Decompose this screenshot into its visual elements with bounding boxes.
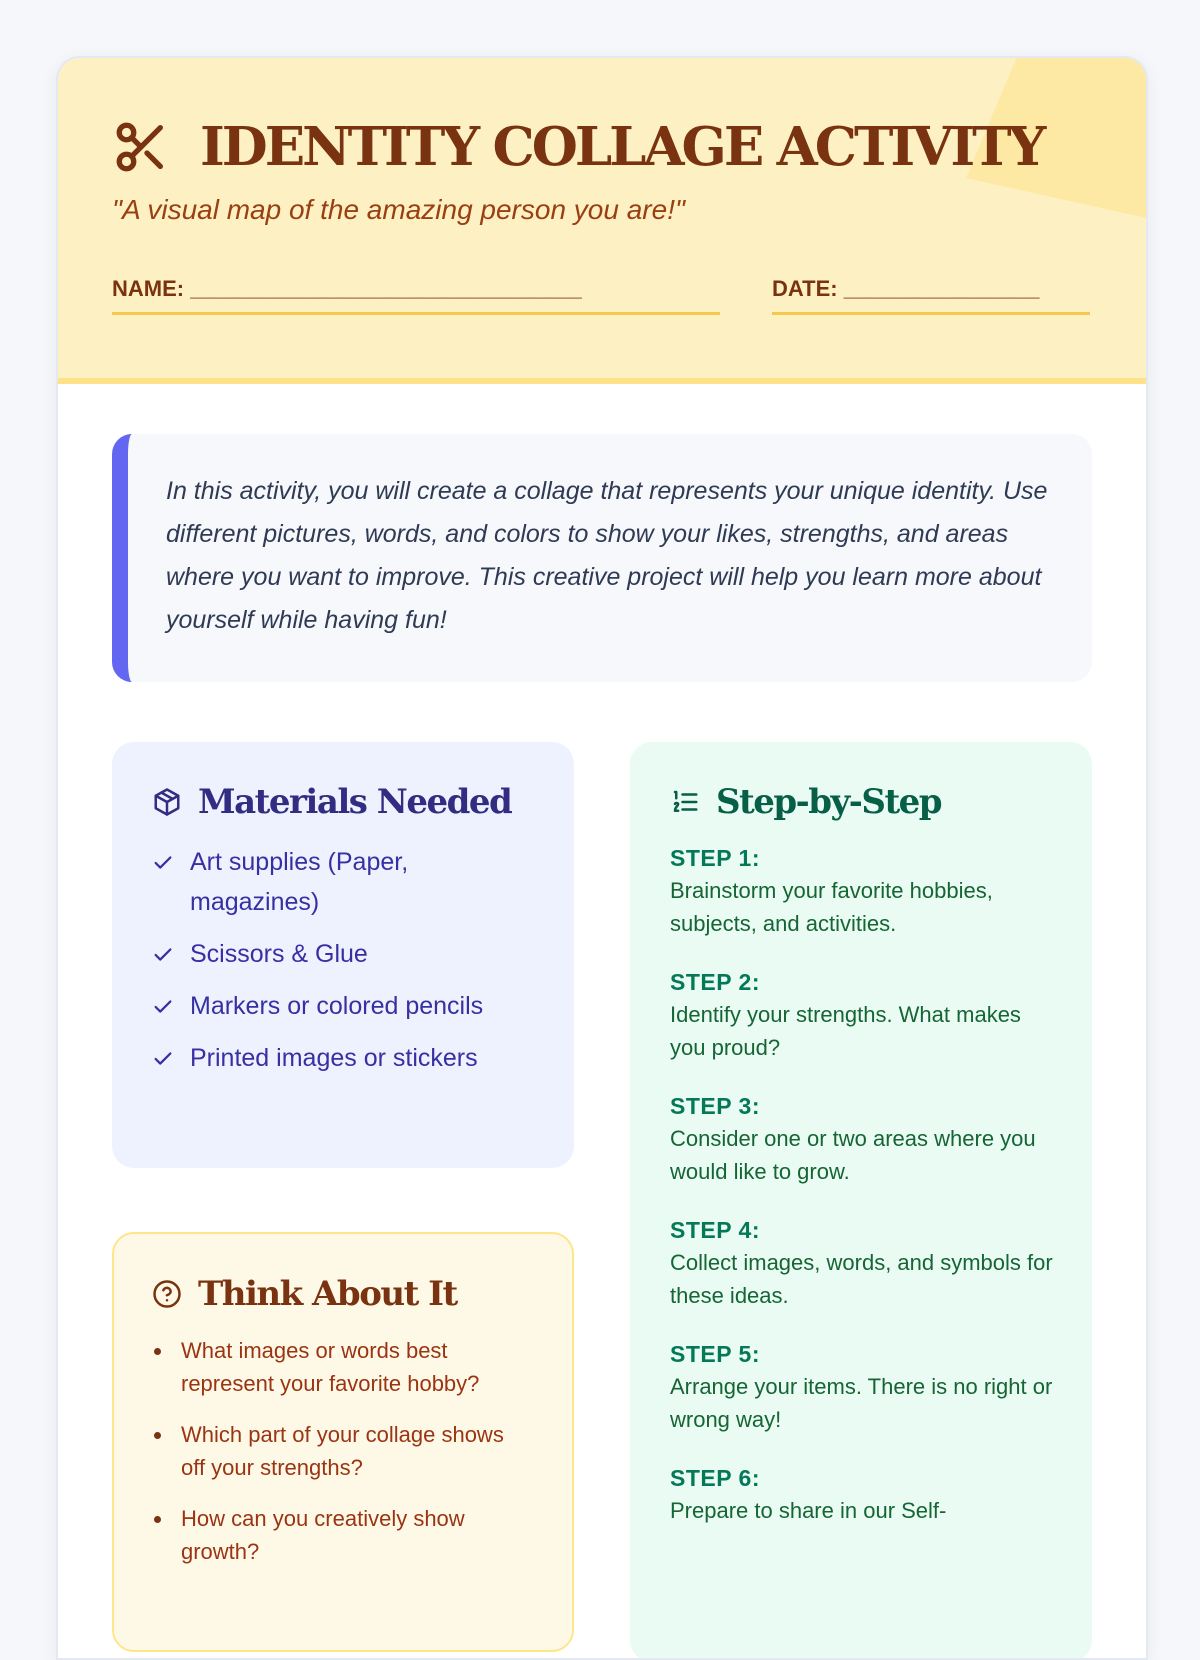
step-item (670, 842, 1056, 940)
page-title: IDENTITY COLLAGE ACTIVITY (200, 116, 1044, 178)
list-item (152, 1334, 532, 1400)
think-panel (112, 1232, 574, 1652)
material-item-label: Markers or colored pencils (190, 992, 484, 1020)
list-item (152, 934, 534, 974)
step-label: STEP 4: (670, 1217, 760, 1243)
list-item (152, 1502, 532, 1568)
step-label: STEP 2: (670, 969, 760, 995)
question-circle-icon (152, 1279, 182, 1309)
step-label: STEP 3: (670, 1093, 760, 1119)
step-item (670, 1338, 1056, 1436)
worksheet-card (56, 56, 1148, 1660)
bullet-icon (154, 1516, 161, 1523)
steps-header (670, 782, 1056, 822)
step-text: Collect images, words, and symbols for these ideas. (670, 1250, 1053, 1308)
step-label: STEP 1: (670, 845, 760, 871)
materials-list (152, 842, 534, 1078)
steps-panel (630, 742, 1092, 1660)
checkmark-icon (152, 1048, 174, 1070)
name-field[interactable]: NAME: ________________________________ (112, 276, 720, 315)
numbered-list-icon (670, 787, 700, 817)
date-field[interactable]: DATE: ________________ (772, 276, 1090, 315)
intro-callout (112, 434, 1092, 682)
materials-title: Materials Needed (198, 782, 512, 822)
list-item (152, 1418, 532, 1484)
checkmark-icon (152, 852, 174, 874)
bullet-icon (154, 1432, 161, 1439)
checkmark-icon (152, 996, 174, 1018)
header-section (58, 58, 1146, 384)
step-item (670, 966, 1056, 1064)
material-item-label: Art supplies (Paper, magazines) (190, 848, 409, 916)
scissors-icon (112, 118, 170, 176)
think-header (152, 1274, 532, 1314)
step-item (670, 1214, 1056, 1312)
think-title: Think About It (198, 1274, 457, 1314)
question-text: Which part of your collage shows off your strengths? (181, 1422, 504, 1480)
step-text: Prepare to share in our Self- (670, 1498, 947, 1523)
checkmark-icon (152, 944, 174, 966)
step-text: Brainstorm your favorite hobbies, subjects, and activities. (670, 878, 993, 936)
step-text: Identify your strengths. What makes you proud? (670, 1002, 1021, 1060)
material-item-label: Printed images or stickers (190, 1044, 478, 1072)
materials-header (152, 782, 534, 822)
step-item (670, 1090, 1056, 1188)
step-text: Consider one or two areas where you would like to grow. (670, 1126, 1036, 1184)
box-icon (152, 787, 182, 817)
material-item-label: Scissors & Glue (190, 940, 368, 968)
think-list (152, 1334, 532, 1568)
step-item (670, 1462, 1056, 1527)
steps-title: Step-by-Step (716, 782, 942, 822)
page-subtitle: "A visual map of the amazing person you are!" (112, 194, 685, 225)
question-text: How can you creatively show growth? (181, 1506, 465, 1564)
title-row (112, 116, 1043, 178)
materials-panel (112, 742, 574, 1168)
list-item (152, 1038, 534, 1078)
bullet-icon (154, 1348, 161, 1355)
list-item (152, 986, 534, 1026)
intro-text: In this activity, you will create a collage that represents your unique identity. Use different pictures, words, and colors to show your likes, strengths, and areas where you want to improve. This creative project will help you learn more about yourself while having fun! (166, 477, 1048, 634)
step-label: STEP 6: (670, 1465, 760, 1491)
step-label: STEP 5: (670, 1341, 760, 1367)
list-item (152, 842, 534, 922)
question-text: What images or words best represent your favorite hobby? (181, 1338, 480, 1396)
step-text: Arrange your items. There is no right or wrong way! (670, 1374, 1053, 1432)
